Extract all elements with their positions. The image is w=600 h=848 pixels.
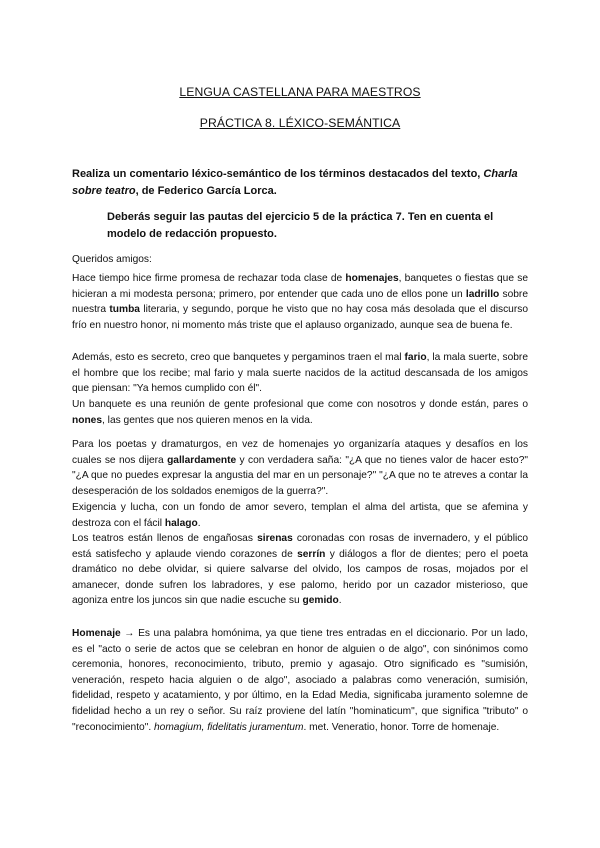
letter-paragraph-6: Los teatros están llenos de engañosas sirenas coronadas con rosas de invernadero, y el público está satisfecho y aplaude viendo corazones de serrín y diálogos a flor de dientes; pero el poeta dramático no debe olvidar, si quiere salvarse del olvido, los campos de rosas, mojados por el amanecer, donde sufren los labradores, y ese palomo, herido por un cazador misterioso, que agoniza entre los juncos sin que nadie escuche su gemido. <box>72 533 528 607</box>
commentary-homenaje: Homenaje → Es una palabra homónima, ya que tiene tres entradas en el diccionario. Por un lado, es el "acto o serie de actos que se celebran en honor de alguien o de algo", con sinónimos como ceremonia, honores, reconocimiento, tributo, premio y agasajo. Otro significado es "sumisión, veneración, respeto hacia alguien o de algo", asociado a palabras como veneración, sumisión, fidelidad, respeto y acatamiento, y por último, en la Edad Media, significaba juramento solemne de fidelidad hecho a un rey o señor. Su raíz proviene del latín "hominaticum", que significa "tributo" o "reconocimiento". homagium, fidelitatis juramentum. met. Veneratio, honor. Torre de homenaje. <box>72 628 528 733</box>
work-title: Charla sobre teatro <box>72 168 518 197</box>
course-title: LENGUA CASTELLANA PARA MAESTROS <box>179 85 421 99</box>
letter-paragraph-4: Para los poetas y dramaturgos, en vez de homenajes yo organizaría ataques y desafíos en los cuales se nos dijera gallardamente y con verdadera saña: "¿A que no tienes valor de hacer esto?" "¿A que no puedes expresar la angustia del mar en un personaje?" "¿A que no te atreves a contar la desesperación de los soldados enemigos de la guerra?". <box>72 439 528 497</box>
keyword-fario: fario <box>404 352 427 363</box>
letter-paragraph-5: Exigencia y lucha, con un fondo de amor severo, templan el alma del artista, que se afemina y destroza con el fácil halago. <box>72 502 528 529</box>
letter-paragraph-1: Hace tiempo hice firme promesa de rechazar toda clase de homenajes, banquetes o fiestas que se hicieran a mi modesta persona; primero, por entender que cada uno de ellos pone un ladrillo sobre nuestra tumba literaria, y segundo, porque he visto que no hay cosa más desolada que el discurso frío en nuestro honor, ni momento más triste que el aplauso organizado, aunque sea de buena fe. <box>72 273 529 331</box>
keyword-gallardamente: gallardamente <box>167 454 237 466</box>
keyword-serrin: serrín <box>297 548 326 560</box>
latin-terms: homagium, fidelitatis juramentum <box>153 721 304 733</box>
commentary-term: Homenaje <box>72 628 121 639</box>
letter-paragraph-3: Un banquete es una reunión de gente profesional que come con nosotros y donde están, pares o nones, las gentes que nos quieren menos en la vida. <box>72 399 528 426</box>
keyword-sirenas: sirenas <box>257 533 293 544</box>
secondary-instruction: Deberás seguir las pautas del ejercicio 5 de la práctica 7. Ten en cuenta el modelo de redacción propuesto. <box>107 211 494 240</box>
keyword-ladrillo: ladrillo <box>465 288 500 300</box>
keyword-nones: nones <box>72 414 103 426</box>
keyword-tumba: tumba <box>109 304 140 316</box>
keyword-gemido: gemido <box>302 595 339 607</box>
letter-greeting: Queridos amigos: <box>72 254 152 265</box>
letter-paragraph-2: Además, esto es secreto, creo que banquetes y pergaminos traen el mal fario, la mala suerte, sobre el hombre que los recibe; mal fario y mala suerte nacidos de la actitud descansada de los amigos que piensan: "Ya hemos cumplido con él". <box>72 352 528 395</box>
keyword-homenajes: homenajes <box>345 273 399 284</box>
practice-title: PRÁCTICA 8. LÉXICO-SEMÁNTICA <box>199 116 401 130</box>
main-instruction: Realiza un comentario léxico-semántico de los términos destacados del texto, Charla sobre teatro, de Federico García Lorca. <box>72 168 518 197</box>
arrow-right-icon: → <box>120 628 139 639</box>
keyword-halago: halago <box>164 517 198 529</box>
